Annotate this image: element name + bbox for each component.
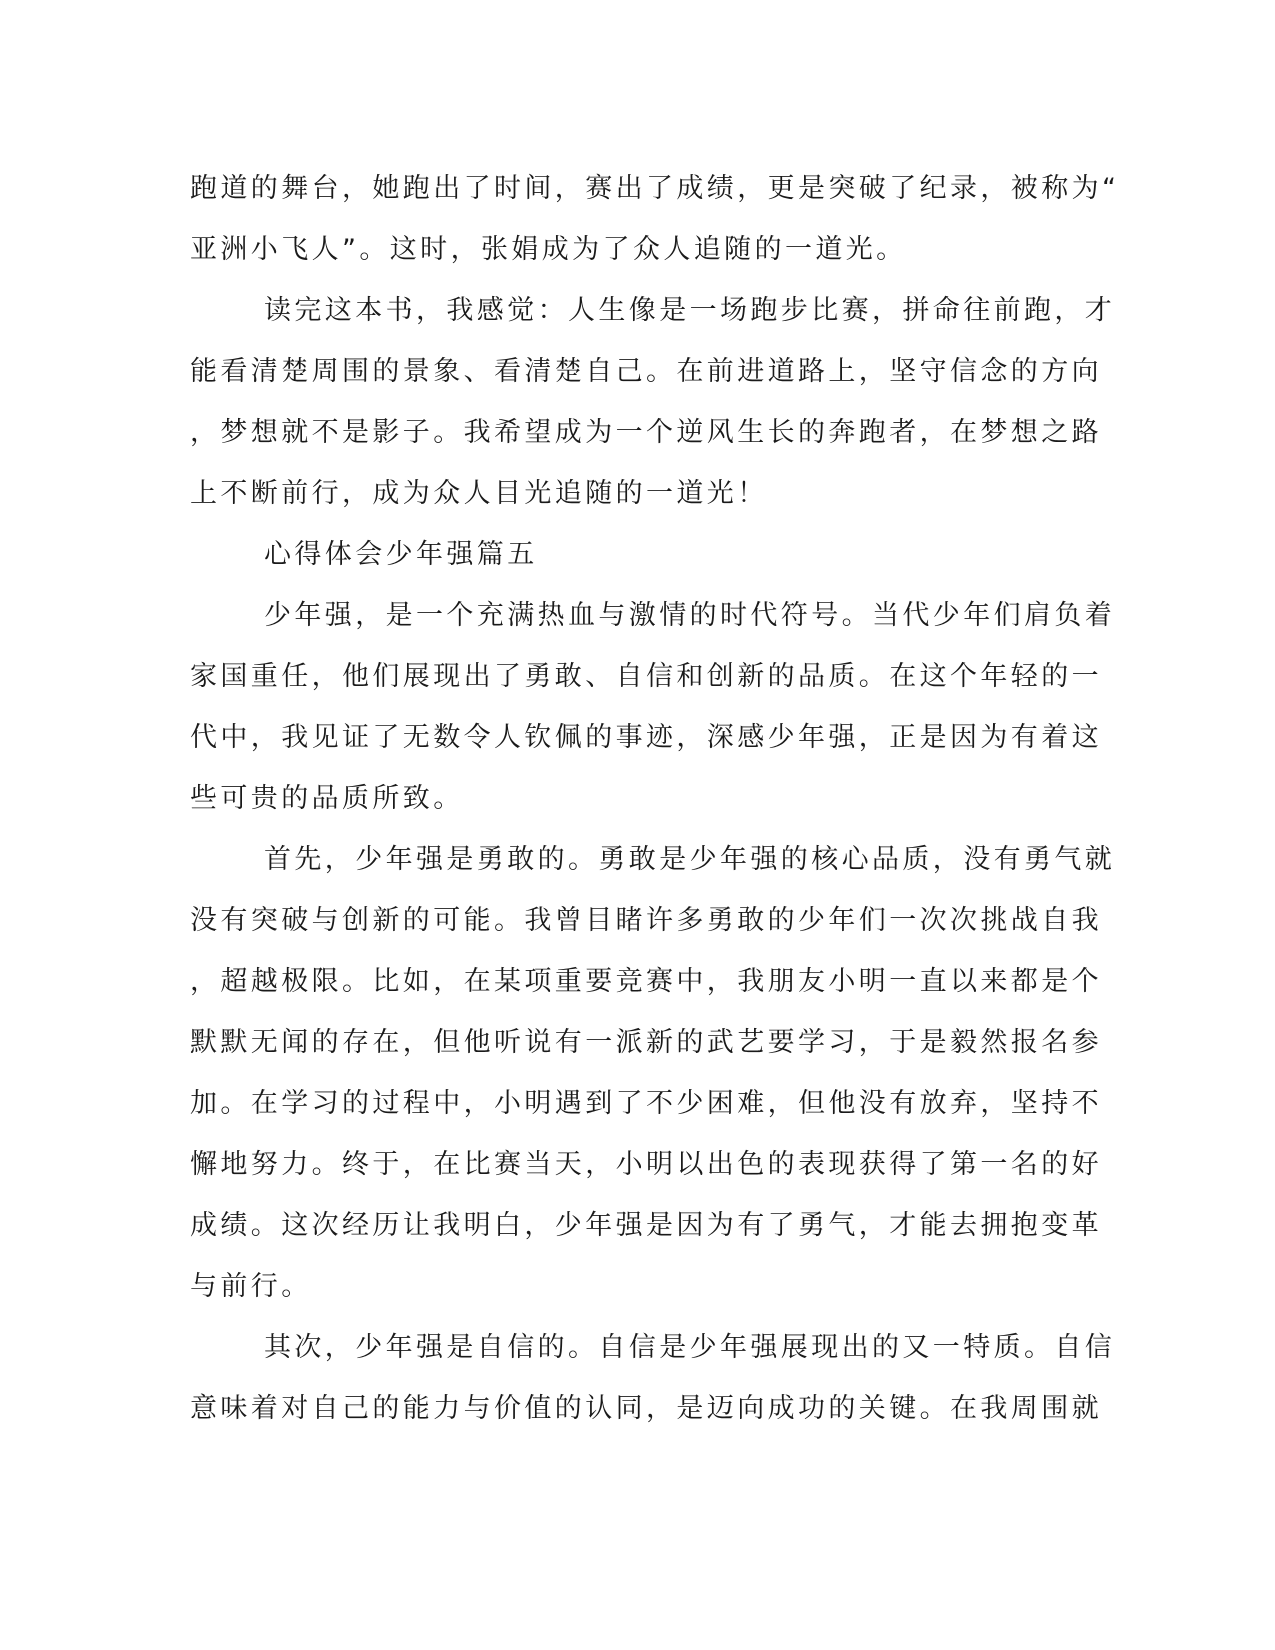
text-line: 家国重任，他们展现出了勇敢、自信和创新的品质。在这个年轻的一: [190, 661, 1102, 692]
text-line: 与前行。: [190, 1271, 312, 1302]
document-body: [190, 158, 1120, 1439]
paragraph-start: 其次，少年强是自信的。自信是少年强展现出的又一特质。自信: [264, 1332, 1116, 1363]
text-line: 懈地努力。终于，在比赛当天，小明以出色的表现获得了第一名的好: [190, 1149, 1102, 1180]
text-line: 些可贵的品质所致。: [190, 783, 464, 814]
text-line: 跑道的舞台，她跑出了时间，赛出了成绩，更是突破了纪录，被称为“: [190, 173, 1120, 204]
text-line: 意味着对自己的能力与价值的认同，是迈向成功的关键。在我周围就: [190, 1393, 1102, 1424]
text-line: 上不断前行，成为众人目光追随的一道光！: [190, 478, 768, 509]
text-line: 代中，我见证了无数令人钦佩的事迹，深感少年强，正是因为有着这: [190, 722, 1102, 753]
text-line: ，超越极限。比如，在某项重要竞赛中，我朋友小明一直以来都是个: [190, 966, 1102, 997]
text-line: 能看清楚周围的景象、看清楚自己。在前进道路上，坚守信念的方向: [190, 356, 1102, 387]
text-line: 成绩。这次经历让我明白，少年强是因为有了勇气，才能去拥抱变革: [190, 1210, 1102, 1241]
paragraph-start: 少年强，是一个充满热血与激情的时代符号。当代少年们肩负着: [264, 600, 1116, 631]
section-heading: 心得体会少年强篇五: [264, 539, 538, 570]
text-line: 默默无闻的存在，但他听说有一派新的武艺要学习，于是毅然报名参: [190, 1027, 1102, 1058]
text-line: 亚洲小飞人”。这时，张娟成为了众人追随的一道光。: [190, 234, 907, 265]
text-line: 没有突破与创新的可能。我曾目睹许多勇敢的少年们一次次挑战自我: [190, 905, 1102, 936]
paragraph-start: 读完这本书，我感觉：人生像是一场跑步比赛，拼命往前跑，才: [264, 295, 1116, 326]
text-line: ，梦想就不是影子。我希望成为一个逆风生长的奔跑者，在梦想之路: [190, 417, 1102, 448]
paragraph-start: 首先，少年强是勇敢的。勇敢是少年强的核心品质，没有勇气就: [264, 844, 1116, 875]
text-line: 加。在学习的过程中，小明遇到了不少困难，但他没有放弃，坚持不: [190, 1088, 1102, 1119]
